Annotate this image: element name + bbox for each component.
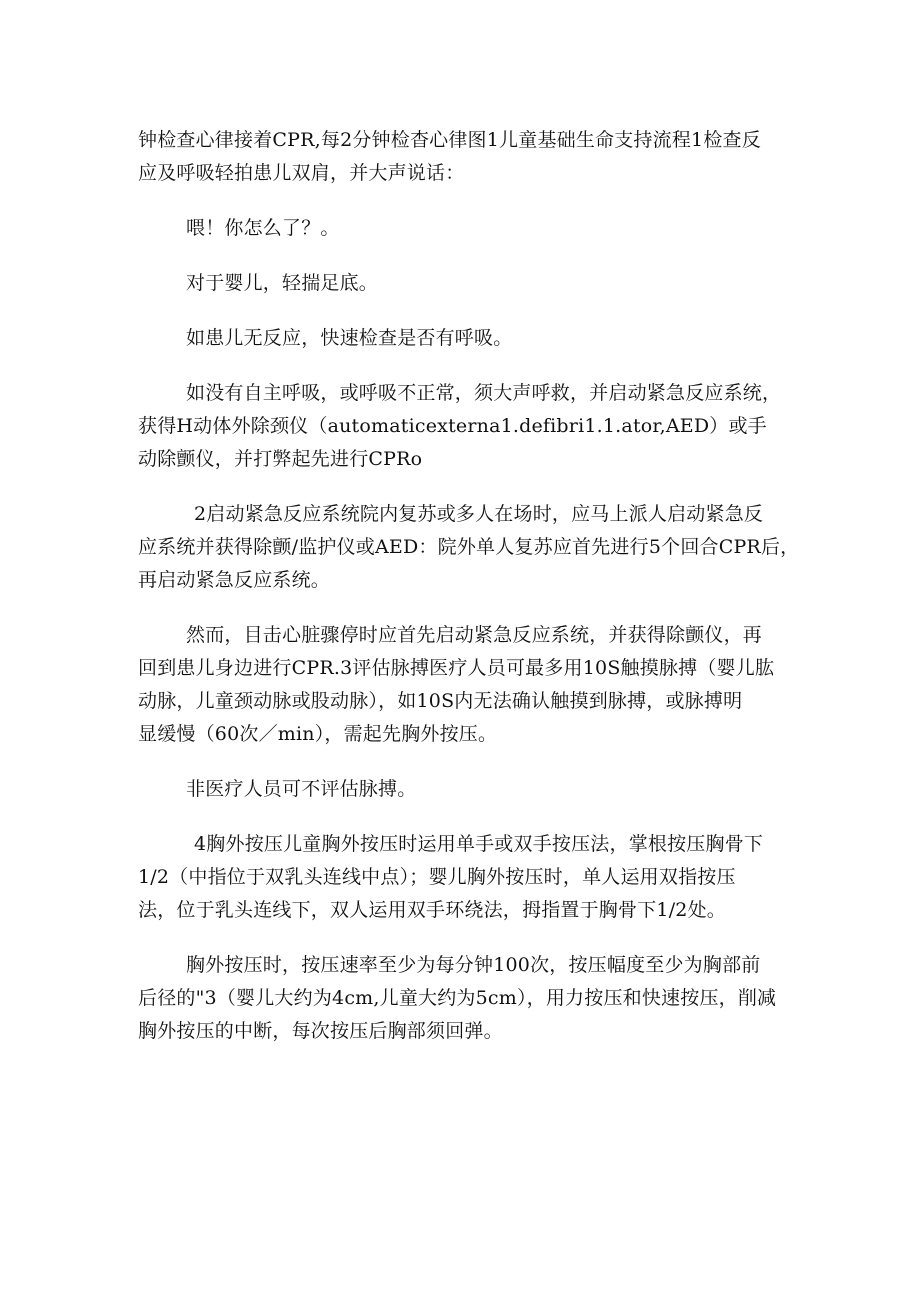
paragraph-call-for-help xyxy=(138,377,798,476)
paragraph-continuation xyxy=(138,124,798,190)
document-body xyxy=(138,124,798,1070)
paragraph-greeting xyxy=(138,212,798,245)
paragraph-non-medical xyxy=(138,773,798,806)
text-line: 胸外按压时，按压速率至少为每分钟100次，按压幅度至少为胸部前 xyxy=(186,954,761,976)
paragraph-pulse-check xyxy=(138,619,798,751)
text-line: 2启动紧急反应系统院内复苏或多人在场时，应马上派人启动紧急反 xyxy=(194,503,764,525)
text-line: 4胸外按压儿童胸外按压时运用单手或双手按压法，掌根按压胸骨下 xyxy=(194,833,764,855)
text-line: 对于婴儿，轻揣足底。 xyxy=(186,272,379,294)
text-line: 胸外按压的中断，每次按压后胸部须回弹。 xyxy=(138,1020,503,1042)
text-line: 获得H动体外除颈仪（automaticexterna1.defibri1.1.ator,AED）或手 xyxy=(138,415,767,437)
paragraph-infant-check xyxy=(138,267,798,300)
text-line: 应及呼吸轻拍患儿双肩，并大声说话： xyxy=(138,162,465,184)
text-line: 1/2（中指位于双乳头连线中点）；婴儿胸外按压时，单人运用双指按压 xyxy=(138,866,736,888)
paragraph-emergency-response xyxy=(138,498,798,597)
paragraph-chest-compression xyxy=(138,828,798,927)
text-line: 喂！你怎么了？。 xyxy=(186,217,340,239)
text-line: 显缓慢（60次／min），需起先胸外按压。 xyxy=(138,723,498,745)
text-line: 非医疗人员可不评估脉搏。 xyxy=(186,778,417,800)
text-line: 回到患儿身边进行CPR.3评估脉搏医疗人员可最多用10S触摸脉搏（婴儿肱 xyxy=(138,657,775,679)
paragraph-compression-rate xyxy=(138,949,798,1048)
text-line: 动除颤仪，并打弊起先进行CPRo xyxy=(138,448,423,470)
text-line: 如患儿无反应，快速检查是否有呼吸。 xyxy=(186,327,513,349)
paragraph-breathing-check xyxy=(138,322,798,355)
text-line: 法，位于乳头连线下，双人运用双手环绕法，拇指置于胸骨下1/2处。 xyxy=(138,899,726,921)
text-line: 钟检查心律接着CPR,每2分钟检杳心律图1儿童基础生命支持流程1检查反 xyxy=(138,129,761,151)
text-line: 动脉，儿童颈动脉或股动脉），如10S内无法确认触摸到脉搏，或脉搏明 xyxy=(138,690,743,712)
text-line: 如没有自主呼吸，或呼吸不正常，须大声呼救，并启动紧急反应系统， xyxy=(186,382,782,404)
text-line: 应系统并获得除颤/监护仪或AED：院外单人复苏应首先进行5个回合CPR后， xyxy=(138,536,800,558)
text-line: 后径的"3（婴儿大约为4cm,儿童大约为5cm），用力按压和快速按压，削减 xyxy=(138,987,777,1009)
text-line: 然而，目击心脏骤停时应首先启动紧急反应系统，并获得除颤仪，再 xyxy=(186,624,763,646)
text-line: 再启动紧急反应系统。 xyxy=(138,569,331,591)
